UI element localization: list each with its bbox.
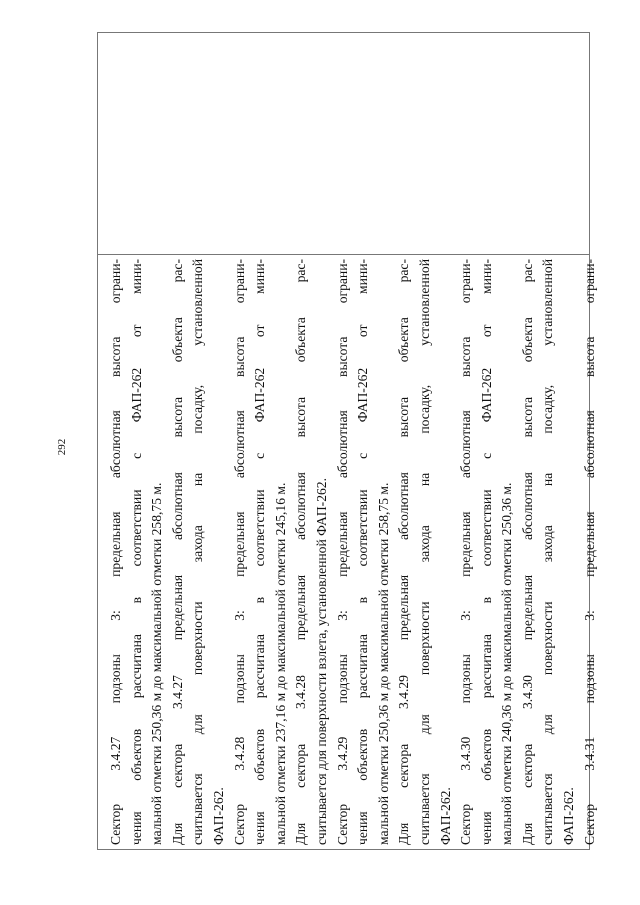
text-line: мальной отметки 250,36 м до максимальной отметки 258,75 м. bbox=[149, 482, 165, 845]
text-line: Для сектора 3.4.30 предельная абсолютная высота объекта рас- bbox=[519, 259, 535, 845]
text-line: Для сектора 3.4.27 предельная абсолютная высота объекта рас- bbox=[169, 259, 185, 845]
text-line: Сектор 3.4.27 подзоны 3: предельная абсолютная высота ограни- bbox=[108, 259, 123, 845]
text-line: Сектор 3.4.29 подзоны 3: предельная абсолютная высота ограни- bbox=[334, 259, 350, 845]
text-line: чения объектов рассчитана в соответствии с ФАП-262 от мини- bbox=[252, 259, 268, 845]
text-cell bbox=[102, 255, 597, 851]
text-line: Сектор 3.4.30 подзоны 3: предельная абсолютная высота ограни- bbox=[458, 259, 474, 845]
text-line: считывается для поверхности взлета, установленной ФАП-262. bbox=[313, 478, 329, 845]
page-number: 292 bbox=[56, 438, 68, 456]
text-line: мальной отметки 237,16 м до максимальной отметки 245,16 м. bbox=[272, 482, 288, 845]
text-line: ФАП-262. bbox=[437, 787, 453, 845]
text-line: чения объектов рассчитана в соответствии с ФАП-262 от мини- bbox=[128, 259, 144, 845]
text-line: считывается для поверхности захода на посадку, установленной bbox=[540, 259, 556, 845]
text-line: считывается для поверхности захода на посадку, установленной bbox=[416, 259, 432, 845]
text-line: мальной отметки 250,36 м до максимальной отметки 258,75 м. bbox=[375, 482, 391, 845]
text-line: Для сектора 3.4.28 предельная абсолютная высота объекта рас- bbox=[293, 259, 309, 845]
text-line: Сектор 3.4.31 подзоны 3: предельная абсолютная высота ограни- bbox=[581, 259, 597, 845]
text-line: Для сектора 3.4.29 предельная абсолютная высота объекта рас- bbox=[396, 259, 412, 845]
text-line: считывается для поверхности захода на посадку, установленной bbox=[190, 259, 206, 845]
text-line: чения объектов рассчитана в соответствии с ФАП-262 от мини- bbox=[478, 259, 494, 845]
text-line: ФАП-262. bbox=[561, 787, 577, 845]
table-frame bbox=[97, 32, 597, 850]
text-line: Сектор 3.4.28 подзоны 3: предельная абсолютная высота ограни- bbox=[231, 259, 247, 845]
text-line: чения объектов рассчитана в соответствии с ФАП-262 от мини- bbox=[355, 259, 371, 845]
text-line: мальной отметки 240,36 м до максимальной отметки 250,36 м. bbox=[499, 482, 515, 845]
text-line: ФАП-262. bbox=[210, 787, 226, 845]
